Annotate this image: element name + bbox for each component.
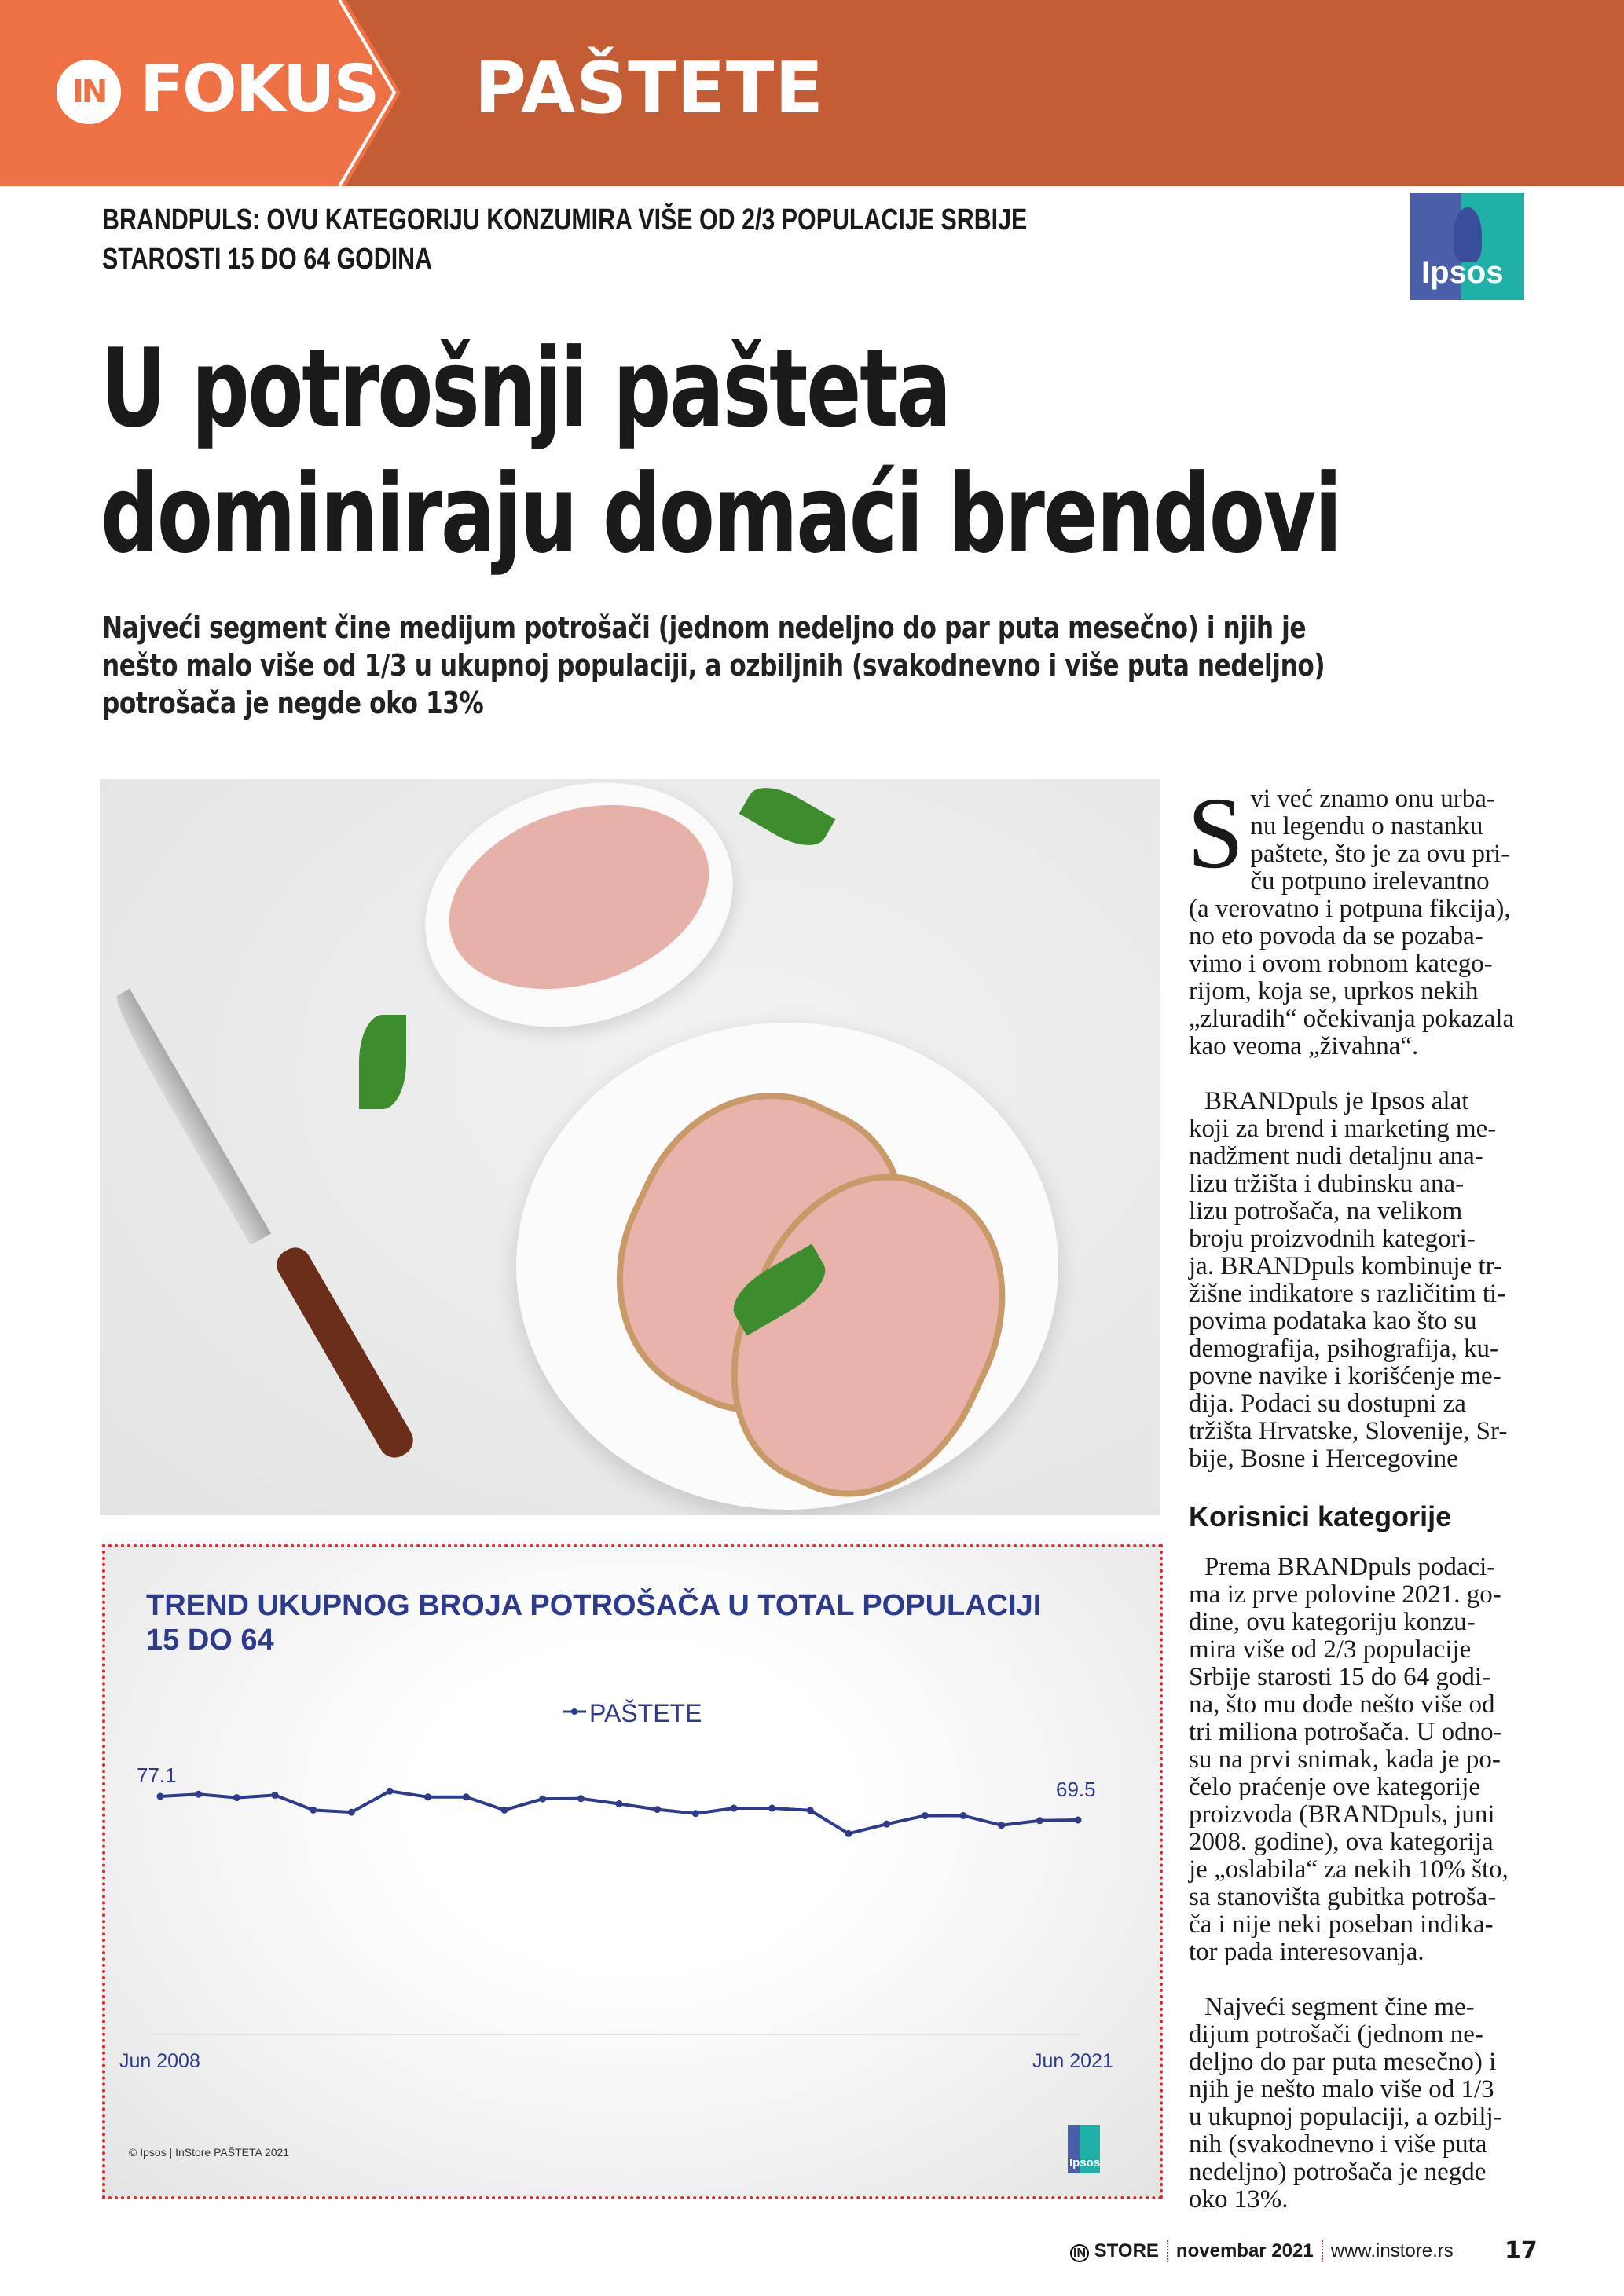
data-label-first: 77.1 bbox=[137, 1763, 177, 1787]
text-line: čelo praćenje ove kategorije bbox=[1189, 1773, 1481, 1801]
text-line: bije, Bosne i Hercegovine bbox=[1189, 1445, 1458, 1473]
text-line: vi već znamo onu urba- bbox=[1250, 785, 1495, 813]
data-point bbox=[233, 1794, 240, 1801]
divider bbox=[1322, 2240, 1323, 2262]
data-point bbox=[348, 1809, 355, 1816]
paragraph bbox=[1187, 777, 1527, 1060]
lead-line: nešto malo više od 1/3 u ukupnoj populaciji, a ozbiljnih (svakodnevno i više puta nedeljno) bbox=[102, 648, 1325, 683]
section-header bbox=[0, 0, 1624, 186]
data-point bbox=[1036, 1817, 1043, 1824]
data-point bbox=[272, 1792, 279, 1799]
data-point bbox=[883, 1821, 890, 1828]
text-line: vimo i ovom robnom katego- bbox=[1189, 950, 1493, 978]
text-line: žišne indikatore s različitim ti- bbox=[1189, 1280, 1506, 1308]
chart-title-line: TREND UKUPNOG BROJA POTROŠAČA U TOTAL POPULACIJI bbox=[146, 1589, 1042, 1622]
text-line: Prema BRANDpuls podaci- bbox=[1204, 1553, 1496, 1581]
data-point bbox=[922, 1812, 929, 1819]
knife-handle bbox=[271, 1242, 419, 1463]
data-point bbox=[616, 1800, 623, 1807]
text-line: koji za brend i marketing me- bbox=[1189, 1115, 1497, 1143]
text-line: na, što mu dođe nešto više od bbox=[1189, 1690, 1495, 1719]
text-line: dija. Podaci su dostupni za bbox=[1189, 1390, 1466, 1418]
text-line: njih je nešto malo više od 1/3 bbox=[1189, 2075, 1494, 2104]
x-tick-label: Jun 2008 bbox=[119, 2050, 200, 2072]
text-line: lizu potrošača, na velikom bbox=[1189, 1197, 1463, 1225]
text-line: nih (svakodnevno i više puta bbox=[1189, 2130, 1487, 2159]
basil-leaf bbox=[739, 779, 836, 857]
text-line: tržišta Hrvatske, Slovenije, Sr- bbox=[1189, 1417, 1508, 1445]
lead-line: Najveći segment čine medijum potrošači (jednom nedeljno do par puta mesečno) i njih je bbox=[102, 610, 1307, 645]
legend-marker-dot bbox=[571, 1708, 577, 1715]
page-number: 17 bbox=[1505, 2237, 1538, 2265]
topic-label: PAŠTETE bbox=[475, 47, 824, 130]
text-line: ču potpuno irelevantno bbox=[1250, 867, 1490, 895]
data-point bbox=[731, 1805, 738, 1812]
text-line: sa stanovišta gubitka potroša- bbox=[1189, 1883, 1497, 1911]
data-point bbox=[463, 1793, 470, 1800]
data-point bbox=[387, 1788, 394, 1795]
text-line: ma iz prve polovine 2021. go- bbox=[1189, 1580, 1501, 1609]
text-line: je „oslabila“ za nekih 10% što, bbox=[1189, 1855, 1509, 1884]
pate-photo bbox=[100, 779, 1160, 1515]
data-point bbox=[845, 1830, 852, 1837]
ipsos-logo-text: Ipsos bbox=[1421, 255, 1504, 290]
footer-brand: IN STORE bbox=[1070, 2240, 1159, 2262]
text-line: rijom, koja se, uprkos nekih bbox=[1189, 977, 1479, 1005]
trend-chart bbox=[102, 1544, 1163, 2199]
text-line: dine, ovu kategoriju konzu- bbox=[1189, 1608, 1476, 1636]
text-line: proizvoda (BRANDpuls, juni bbox=[1189, 1800, 1495, 1829]
data-point bbox=[539, 1796, 546, 1803]
text-line: lizu tržišta i dubinsku ana- bbox=[1189, 1170, 1465, 1198]
text-line: mira više od 2/3 populacije bbox=[1189, 1635, 1472, 1664]
text-line: dijum potrošači (jednom ne- bbox=[1189, 2020, 1483, 2049]
data-point bbox=[960, 1812, 967, 1819]
paragraph bbox=[1189, 1554, 1527, 1966]
footer bbox=[1070, 2240, 1454, 2262]
text-line: paštete, što je za ovu pri- bbox=[1250, 840, 1510, 868]
chart-ipsos-logo-text: Ipsos bbox=[1069, 2156, 1101, 2170]
data-point bbox=[424, 1793, 431, 1800]
text-line: BRANDpuls je Ipsos alat bbox=[1204, 1087, 1469, 1115]
kicker-line: BRANDPULS: OVU KATEGORIJU KONZUMIRA VIŠE OD 2/3 POPULACIJE SRBIJE bbox=[102, 203, 1028, 236]
text-line: ča i nije neki poseban indika- bbox=[1189, 1910, 1494, 1939]
head-silhouette-icon bbox=[1454, 207, 1482, 262]
text-line: nadžment nudi detaljnu ana- bbox=[1189, 1142, 1483, 1170]
footer-url[interactable]: www.instore.rs bbox=[1330, 2240, 1454, 2261]
paragraph bbox=[1189, 1994, 1527, 2214]
text-line: demografija, psihografija, ku- bbox=[1189, 1335, 1499, 1363]
data-point bbox=[195, 1791, 202, 1798]
text-line: tri miliona potrošača. U odno- bbox=[1189, 1718, 1502, 1746]
text-line: nu legendu o nastanku bbox=[1250, 812, 1483, 840]
chart-source: © Ipsos | InStore PAŠTETA 2021 bbox=[129, 2146, 290, 2159]
data-point bbox=[654, 1806, 661, 1813]
headline-line: U potrošnji pašteta bbox=[101, 325, 950, 452]
headline-line: dominiraju domaći brendovi bbox=[101, 451, 1341, 577]
knife-blade bbox=[109, 989, 271, 1246]
x-tick-label: Jun 2021 bbox=[1032, 2050, 1113, 2072]
text-line: oko 13%. bbox=[1189, 2185, 1289, 2214]
data-point bbox=[692, 1810, 699, 1817]
text-line: nedeljno) potrošača je negde bbox=[1189, 2158, 1487, 2186]
text-line: Srbije starosti 15 do 64 godi- bbox=[1189, 1663, 1491, 1691]
text-line: deljno do par puta mesečno) i bbox=[1189, 2048, 1497, 2076]
chart-title-line: 15 DO 64 bbox=[146, 1624, 274, 1657]
series-line bbox=[160, 1791, 1078, 1833]
data-point bbox=[1075, 1817, 1082, 1824]
text-line: 2008. godine), ova kategorija bbox=[1189, 1828, 1494, 1856]
text-line: povima podataka kao što su bbox=[1189, 1307, 1477, 1335]
headline bbox=[101, 326, 1340, 577]
paragraph bbox=[1189, 1088, 1527, 1473]
data-point bbox=[807, 1807, 814, 1814]
data-point bbox=[998, 1822, 1005, 1829]
lead-line: potrošača je negde oko 13% bbox=[102, 686, 484, 720]
data-label-last: 69.5 bbox=[1056, 1778, 1096, 1802]
text-line: povne navike i korišćenje me- bbox=[1189, 1362, 1501, 1390]
divider bbox=[1167, 2240, 1168, 2262]
lead-paragraph bbox=[102, 609, 1325, 722]
drop-cap: S bbox=[1187, 777, 1245, 890]
text-line: ja. BRANDpuls kombinuje tr- bbox=[1189, 1252, 1502, 1280]
footer-issue: novembar 2021 bbox=[1175, 2240, 1314, 2261]
chart-plot bbox=[105, 1547, 1160, 2196]
data-point bbox=[157, 1793, 164, 1800]
text-line: Najveći segment čine me- bbox=[1204, 1993, 1475, 2021]
text-line: su na prvi snimak, kada je po- bbox=[1189, 1745, 1501, 1774]
data-point bbox=[310, 1807, 317, 1814]
data-point bbox=[768, 1805, 775, 1812]
text-line: broju proizvodnih kategori- bbox=[1189, 1225, 1476, 1253]
data-point bbox=[501, 1807, 508, 1814]
article-body bbox=[1187, 777, 1527, 2241]
legend-label: PAŠTETE bbox=[589, 1699, 702, 1727]
in-logo: IN bbox=[57, 60, 121, 124]
section-label: FOKUS bbox=[140, 52, 379, 126]
text-line: no eto povoda da se pozaba- bbox=[1189, 922, 1483, 950]
text-line: kao veoma „živahna“. bbox=[1189, 1032, 1419, 1060]
text-line: (a verovatno i potpuna fikcija), bbox=[1189, 895, 1511, 923]
text-line: tor pada interesovanja. bbox=[1189, 1938, 1424, 1966]
basil-leaf bbox=[359, 1015, 406, 1109]
text-line: u ukupnoj populaciji, a ozbilj- bbox=[1189, 2103, 1502, 2131]
subheading: Korisnici kategorije bbox=[1189, 1500, 1452, 1532]
data-point bbox=[577, 1795, 585, 1802]
kicker-line: STAROSTI 15 DO 64 GODINA bbox=[102, 243, 433, 276]
text-line: „zluradih“ očekivanja pokazala bbox=[1189, 1005, 1515, 1033]
ipsos-logo bbox=[1410, 193, 1524, 300]
kicker bbox=[102, 200, 1027, 279]
